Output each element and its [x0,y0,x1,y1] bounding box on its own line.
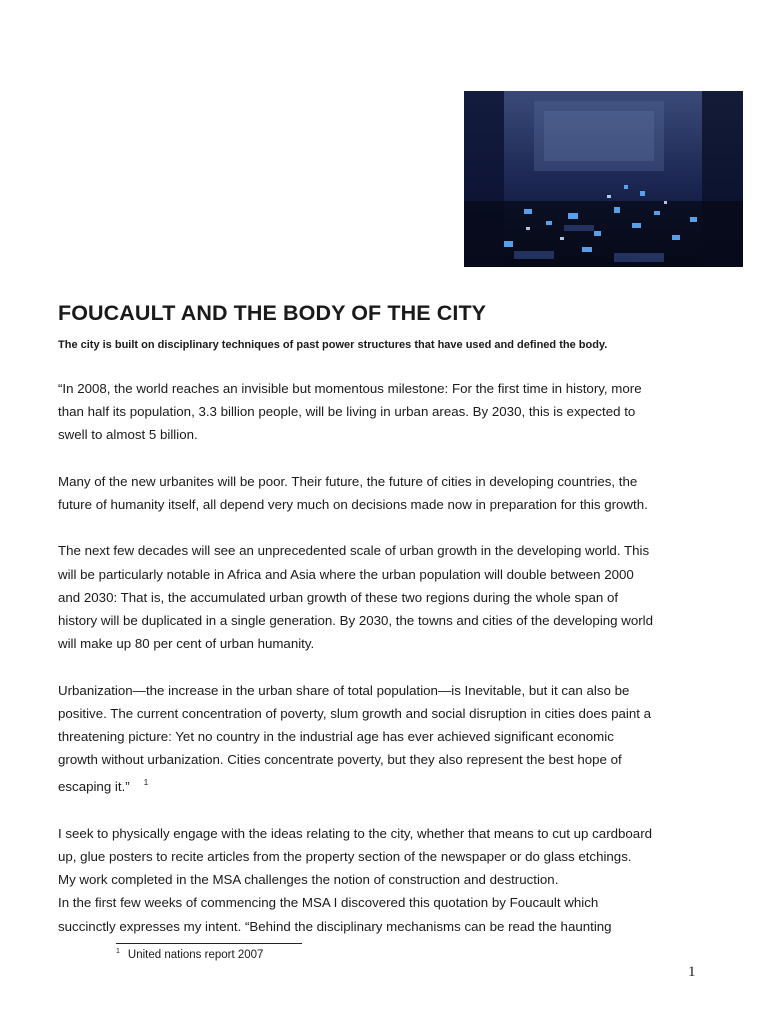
paragraph-3 [58,539,718,655]
footnote-number: 1 [116,948,120,955]
footnote-text: United nations report 2007 [127,949,264,961]
text-line: up, glue posters to recite articles from the property section of the newspaper or do glass etchings. [58,849,632,864]
text-line: will be particularly notable in Africa and Asia where the urban population will double between 2000 [58,566,634,582]
text-line: will make up 80 per cent of urban humanity. [58,636,315,652]
document-subtitle: The city is built on disciplinary techniques of past power structures that have used and defined the body. [58,339,608,351]
paragraph-5 [58,822,718,938]
text-line: history will be duplicated in a single generation. By 2030, the towns and cities of the developing world [58,613,654,628]
text-line: and 2030: That is, the accumulated urban growth of these two regions during the whole span of [58,589,619,605]
text-line: The next few decades will see an unprecedented scale of urban growth in the developing world. This [58,543,650,559]
footnote-divider [116,943,302,944]
photo-artwork [464,91,743,267]
text-line: than half its population, 3.3 billion people, will be living in urban areas. By 2030, this is expected to [58,404,636,420]
dark-urban-installation-photo [464,91,743,267]
paragraph-4 [58,679,718,799]
text-line: I seek to physically engage with the ideas relating to the city, whether that means to cut up cardboard [58,825,653,841]
text-fragment: escaping it.” [58,779,130,795]
paragraph-2 [58,470,718,516]
text-line: threatening picture: Yet no country in the industrial age has ever achieved significant economic [58,729,614,744]
footnote-reference[interactable]: 1 [143,778,149,788]
footnote [116,948,263,961]
text-line: growth without urbanization. Cities concentrate poverty, but they also represent the best hope of [58,752,622,768]
text-line: In the first few weeks of commencing the MSA I discovered this quotation by Foucault which [58,895,599,911]
body-text [58,377,718,938]
text-line: future of humanity itself, all depend very much on decisions made now in preparation for this growth. [58,497,648,512]
text-line: “In 2008, the world reaches an invisible but momentous milestone: For the first time in history, more [58,381,642,396]
text-line: positive. The current concentration of poverty, slum growth and social disruption in cities does paint a [58,705,652,721]
paragraph-1 [58,377,718,447]
text-line: succinctly expresses my intent. “Behind the disciplinary mechanisms can be read the haunting [58,918,612,934]
text-line: Urbanization—the increase in the urban share of total population—is Inevitable, but it can also be [58,682,630,698]
text-line: Many of the new urbanites will be poor. Their future, the future of cities in developing countries, the [58,473,638,489]
text-line: My work completed in the MSA challenges the notion of construction and destruction. [58,872,559,888]
page-number: 1 [688,964,696,980]
text-line: swell to almost 5 billion. [58,427,198,443]
text-line [58,771,718,798]
document-title: FOUCAULT AND THE BODY OF THE CITY [58,301,487,325]
